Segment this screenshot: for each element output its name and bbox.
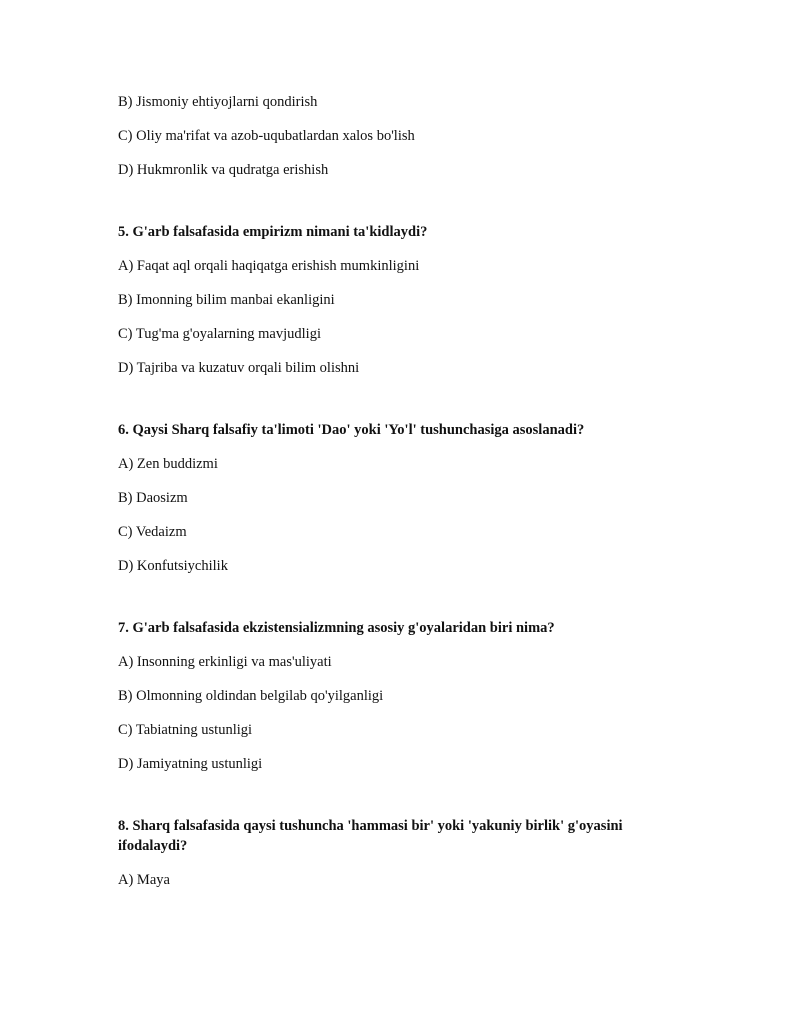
option-6a: A) Zen buddizmi xyxy=(118,456,218,472)
question-5-block xyxy=(118,222,678,378)
option-4c: C) Oliy ma'rifat va azob-uqubatlardan xalos bo'lish xyxy=(118,128,415,144)
option-6b: B) Daosizm xyxy=(118,490,188,506)
option-4d: D) Hukmronlik va qudratga erishish xyxy=(118,162,329,178)
question-6-text: 6. Qaysi Sharq falsafiy ta'limoti 'Dao' yoki 'Yo'l' tushunchasiga asoslanadi? xyxy=(118,422,585,438)
option-7d: D) Jamiyatning ustunligi xyxy=(118,756,263,772)
option-7c: C) Tabiatning ustunligi xyxy=(118,722,253,738)
document-page xyxy=(118,92,678,904)
option-6c: C) Vedaizm xyxy=(118,524,187,540)
option-8a: A) Maya xyxy=(118,872,170,888)
option-7a: A) Insonning erkinligi va mas'uliyati xyxy=(118,654,332,670)
option-7b: B) Olmonning oldindan belgilab qo'yilganligi xyxy=(118,688,384,704)
option-4b: B) Jismoniy ehtiyojlarni qondirish xyxy=(118,94,318,110)
question-7-block xyxy=(118,618,678,774)
question-4-continued-options xyxy=(118,92,678,180)
question-7-text: 7. G'arb falsafasida ekzistensializmning asosiy g'oyalaridan biri nima? xyxy=(118,620,555,636)
question-8-block xyxy=(118,816,678,890)
option-5c: C) Tug'ma g'oyalarning mavjudligi xyxy=(118,326,321,342)
question-5-text: 5. G'arb falsafasida empirizm nimani ta'kidlaydi? xyxy=(118,224,428,240)
question-6-block xyxy=(118,420,678,576)
option-5a: A) Faqat aql orqali haqiqatga erishish mumkinligini xyxy=(118,258,420,274)
question-8-text: 8. Sharq falsafasida qaysi tushuncha 'hammasi bir' yoki 'yakuniy birlik' g'oyasini ifodalaydi? xyxy=(118,818,623,854)
option-6d: D) Konfutsiychilik xyxy=(118,558,228,574)
option-5d: D) Tajriba va kuzatuv orqali bilim olishni xyxy=(118,360,360,376)
option-5b: B) Imonning bilim manbai ekanligini xyxy=(118,292,335,308)
